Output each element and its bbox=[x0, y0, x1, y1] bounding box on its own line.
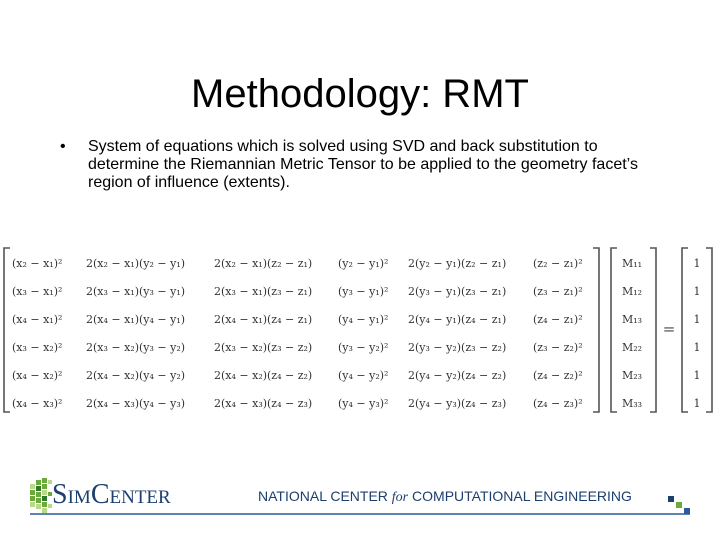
matrix-cell: 2(x₄ − x₂)(y₄ − y₂) bbox=[86, 369, 186, 382]
matrix-cell: (z₃ − z₁)² bbox=[533, 285, 583, 298]
matrix-cell: 2(x₃ − x₁)(y₃ − y₁) bbox=[86, 285, 186, 298]
matrix-cell: 2(y₃ − y₂)(z₃ − z₂) bbox=[408, 341, 507, 354]
matrix-cell: (x₂ − x₁)² bbox=[12, 257, 63, 270]
unknown-entry: M₁₁ bbox=[622, 257, 643, 270]
matrix-cell: (x₄ − x₂)² bbox=[12, 369, 63, 382]
matrix-cell: (x₄ − x₃)² bbox=[12, 397, 63, 410]
matrix-right-bracket bbox=[593, 248, 599, 412]
rhs-entry: 1 bbox=[693, 285, 701, 298]
matrix-cell: 2(x₄ − x₁)(z₄ − z₁) bbox=[214, 313, 313, 326]
matrix-cell: (y₂ − y₁)² bbox=[338, 257, 389, 270]
matrix-cell: (z₄ − z₁)² bbox=[533, 313, 583, 326]
unknown-entry: M₂₂ bbox=[622, 341, 643, 354]
matrix-cell: 2(y₃ − y₁)(z₃ − z₁) bbox=[408, 285, 507, 298]
matrix-cell: (y₄ − y₃)² bbox=[338, 397, 389, 410]
matrix-cell: (y₃ − y₂)² bbox=[338, 341, 389, 354]
equation-system bbox=[0, 244, 720, 416]
simcenter-logo-bar bbox=[0, 470, 720, 530]
logo-letters-im: IM bbox=[67, 487, 91, 508]
matrix-cell: 2(x₂ − x₁)(y₂ − y₁) bbox=[86, 257, 186, 270]
unknown-entry: M₁₃ bbox=[622, 313, 643, 326]
matrix-left-bracket bbox=[4, 248, 10, 412]
simcenter-grid-icon bbox=[30, 478, 52, 513]
matrix-cell: (z₄ − z₃)² bbox=[533, 397, 583, 410]
equals-sign bbox=[663, 320, 676, 338]
unknown-entry: M₂₃ bbox=[622, 369, 643, 382]
rhs-entry: 1 bbox=[693, 313, 701, 326]
slide-title: Methodology: RMT bbox=[191, 72, 529, 116]
matrix-cell: 2(y₄ − y₂)(z₄ − z₂) bbox=[408, 369, 507, 382]
matrix-cell: 2(x₃ − x₂)(z₃ − z₂) bbox=[214, 341, 313, 354]
logo-wordmark bbox=[52, 479, 171, 510]
matrix-cell: 2(x₄ − x₁)(y₄ − y₁) bbox=[86, 313, 186, 326]
logo-letter-c: C bbox=[90, 479, 110, 510]
bullet-marker: • bbox=[60, 138, 66, 155]
matrix-cell: (x₃ − x₁)² bbox=[12, 285, 63, 298]
rhs-entry: 1 bbox=[693, 341, 701, 354]
matrix-cell: (z₄ − z₂)² bbox=[533, 369, 583, 382]
logo-tagline bbox=[258, 488, 632, 505]
rhs-entry: 1 bbox=[693, 397, 701, 410]
unknown-entry: M₁₂ bbox=[622, 285, 643, 298]
matrix-cell: 2(x₄ − x₃)(y₄ − y₃) bbox=[86, 397, 186, 410]
matrix-cell: 2(x₃ − x₁)(z₃ − z₁) bbox=[214, 285, 313, 298]
unknown-entry: M₃₃ bbox=[622, 397, 643, 410]
unknown-vector bbox=[622, 257, 642, 410]
vector-left-bracket bbox=[611, 248, 617, 412]
rhs-entry: 1 bbox=[693, 369, 701, 382]
rhs-entry: 1 bbox=[693, 257, 701, 270]
matrix-cell: (y₄ − y₁)² bbox=[338, 313, 389, 326]
rhs-left-bracket bbox=[682, 248, 688, 412]
tagline-computational-engineering: COMPUTATIONAL ENGINEERING bbox=[412, 488, 632, 504]
matrix-cell: 2(x₄ − x₂)(z₄ − z₂) bbox=[214, 369, 313, 382]
logo-letters-enter: ENTER bbox=[109, 487, 171, 508]
equals-glyph: = bbox=[662, 320, 676, 338]
matrix-cell: 2(x₄ − x₃)(z₄ − z₃) bbox=[214, 397, 313, 410]
rhs-right-bracket bbox=[706, 248, 712, 412]
corner-squares-icon bbox=[668, 496, 690, 514]
rhs-vector bbox=[694, 257, 701, 410]
matrix-cell: (y₄ − y₂)² bbox=[338, 369, 389, 382]
matrix-cell: 2(y₂ − y₁)(z₂ − z₁) bbox=[408, 257, 507, 270]
logo-letter-s: S bbox=[52, 479, 68, 510]
tagline-for: for bbox=[391, 490, 409, 505]
matrix-cell: (z₃ − z₂)² bbox=[533, 341, 583, 354]
vector-right-bracket bbox=[650, 248, 656, 412]
matrix-cell: (y₃ − y₁)² bbox=[338, 285, 389, 298]
matrix-cells bbox=[12, 257, 583, 410]
matrix-cell: 2(x₂ − x₁)(z₂ − z₁) bbox=[214, 257, 313, 270]
matrix-cell: (x₄ − x₁)² bbox=[12, 313, 63, 326]
matrix-cell: 2(y₄ − y₁)(z₄ − z₁) bbox=[408, 313, 507, 326]
tagline-national-center: NATIONAL CENTER bbox=[258, 488, 388, 504]
matrix-cell: (z₂ − z₁)² bbox=[533, 257, 583, 270]
bullet-text: System of equations which is solved using SVD and back substitution to determine the Riemannian Metric Tensor to be applied to the geometry facet’s region of influence (extents). bbox=[88, 138, 638, 191]
matrix-cell: 2(y₄ − y₃)(z₄ − z₃) bbox=[408, 397, 507, 410]
matrix-cell: (x₃ − x₂)² bbox=[12, 341, 63, 354]
matrix-cell: 2(x₃ − x₂)(y₃ − y₂) bbox=[86, 341, 186, 354]
